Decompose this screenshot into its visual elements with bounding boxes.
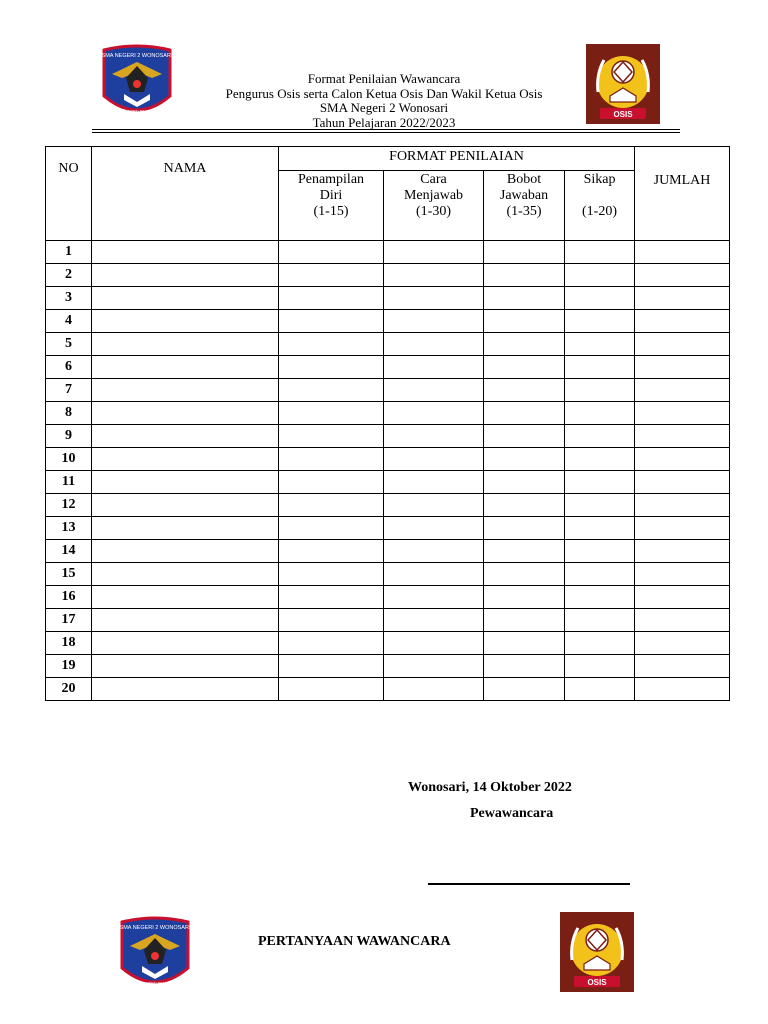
penampilan-cell [279,264,384,287]
criteria-label-line1: Sikap [583,172,616,187]
interviewer-role: Pewawancara [470,806,554,821]
criteria-label-line2: Menjawab [403,188,464,203]
penampilan-cell [279,609,384,632]
header-line-1: Format Penilaian Wawancara [307,71,461,86]
bobot-jawaban-cell [484,678,565,701]
nama-cell [92,563,279,586]
table-row [46,609,730,632]
cara-menjawab-cell [384,563,484,586]
header-line-3: SMA Negeri 2 Wonosari [319,100,449,115]
jumlah-cell [635,310,730,333]
penampilan-cell [279,586,384,609]
table-row [46,517,730,540]
row-number: 8 [46,402,92,425]
row-number: 2 [46,264,92,287]
sikap-cell [565,471,635,494]
osis-emblem-icon [560,912,634,992]
cara-menjawab-cell [384,609,484,632]
jumlah-cell [635,425,730,448]
criteria-label-line2: Jawaban [499,188,549,203]
jumlah-cell [635,241,730,264]
header-divider-line-2 [92,132,680,133]
row-number: 4 [46,310,92,333]
penampilan-cell [279,563,384,586]
table-row [46,264,730,287]
sikap-cell [565,402,635,425]
bobot-jawaban-cell [484,471,565,494]
penampilan-cell [279,379,384,402]
criteria-label-line2: Diri [319,188,343,203]
cara-menjawab-cell [384,655,484,678]
nama-cell [92,609,279,632]
nama-cell [92,517,279,540]
table-row [46,540,730,563]
row-number: 20 [46,678,92,701]
sikap-cell [565,494,635,517]
bobot-jawaban-cell [484,586,565,609]
row-number: 18 [46,632,92,655]
criteria-label-line1: Penampilan [297,172,365,187]
bobot-jawaban-cell [484,609,565,632]
school-emblem-icon [118,916,192,992]
penampilan-cell [279,287,384,310]
sikap-cell [565,609,635,632]
column-header-jumlah: JUMLAH [635,147,730,241]
criteria-range: (1-35) [506,204,542,219]
document-header [160,72,608,130]
row-number: 17 [46,609,92,632]
school-logo-bottom-text: KABUPATEN BUALEMO [130,981,180,986]
bobot-jawaban-cell [484,540,565,563]
sikap-cell [565,586,635,609]
jumlah-cell [635,448,730,471]
table-row [46,586,730,609]
osis-logo-bottom [560,912,634,997]
nama-cell [92,540,279,563]
sikap-cell [565,287,635,310]
nama-cell [92,241,279,264]
osis-logo-text: OSIS [613,110,633,119]
jumlah-cell [635,609,730,632]
penampilan-cell [279,678,384,701]
nama-cell [92,632,279,655]
table-row [46,379,730,402]
nama-cell [92,379,279,402]
nama-cell [92,264,279,287]
bobot-jawaban-cell [484,241,565,264]
row-number: 13 [46,517,92,540]
cara-menjawab-cell [384,494,484,517]
nama-cell [92,310,279,333]
row-number: 12 [46,494,92,517]
cara-menjawab-cell [384,448,484,471]
cara-menjawab-cell [384,264,484,287]
sikap-cell [565,448,635,471]
penampilan-cell [279,333,384,356]
cara-menjawab-cell [384,540,484,563]
table-row [46,563,730,586]
criteria-header-3 [484,171,565,241]
school-logo-top-text: SMA NEGERI 2 WONOSARI [119,925,191,931]
penampilan-cell [279,494,384,517]
table-row [46,356,730,379]
header-divider-line [92,129,680,130]
nama-cell [92,586,279,609]
table-row [46,655,730,678]
table-row [46,402,730,425]
table-row [46,471,730,494]
school-logo-bottom [118,916,192,997]
cara-menjawab-cell [384,310,484,333]
jumlah-cell [635,379,730,402]
penampilan-cell [279,632,384,655]
cara-menjawab-cell [384,333,484,356]
criteria-label-line2 [565,188,634,204]
penampilan-cell [279,655,384,678]
jumlah-cell [635,471,730,494]
nama-cell [92,356,279,379]
sikap-cell [565,517,635,540]
jumlah-cell [635,517,730,540]
criteria-header-1 [279,171,384,241]
sikap-cell [565,540,635,563]
bobot-jawaban-cell [484,287,565,310]
table-row [46,241,730,264]
penampilan-cell [279,448,384,471]
penampilan-cell [279,517,384,540]
nama-cell [92,448,279,471]
nama-cell [92,333,279,356]
criteria-header-2 [384,171,484,241]
nama-cell [92,655,279,678]
bobot-jawaban-cell [484,448,565,471]
cara-menjawab-cell [384,678,484,701]
column-header-nama: NAMA [92,147,279,241]
table-row [46,310,730,333]
penampilan-cell [279,471,384,494]
sikap-cell [565,379,635,402]
school-logo-top-text: SMA NEGERI 2 WONOSARI [101,53,173,59]
penampilan-cell [279,356,384,379]
row-number: 10 [46,448,92,471]
bobot-jawaban-cell [484,264,565,287]
table-row [46,678,730,701]
bobot-jawaban-cell [484,425,565,448]
bobot-jawaban-cell [484,517,565,540]
signature-line [428,883,630,885]
osis-logo-text: OSIS [587,978,607,987]
sikap-cell [565,310,635,333]
row-number: 19 [46,655,92,678]
bobot-jawaban-cell [484,333,565,356]
row-number: 1 [46,241,92,264]
penampilan-cell [279,241,384,264]
table-row [46,632,730,655]
sikap-cell [565,425,635,448]
jumlah-cell [635,494,730,517]
jumlah-cell [635,287,730,310]
sikap-cell [565,356,635,379]
table-row [46,448,730,471]
cara-menjawab-cell [384,402,484,425]
table-row [46,333,730,356]
jumlah-cell [635,632,730,655]
jumlah-cell [635,540,730,563]
row-number: 11 [46,471,92,494]
school-logo-bottom-text: KABUPATEN BUALEMO [112,109,162,114]
cara-menjawab-cell [384,471,484,494]
nama-cell [92,471,279,494]
sikap-cell [565,264,635,287]
nama-cell [92,494,279,517]
cara-menjawab-cell [384,632,484,655]
table-row [46,494,730,517]
cara-menjawab-cell [384,379,484,402]
cara-menjawab-cell [384,287,484,310]
jumlah-cell [635,356,730,379]
penampilan-cell [279,310,384,333]
nama-cell [92,425,279,448]
row-number: 15 [46,563,92,586]
penampilan-cell [279,402,384,425]
criteria-label-line1: Bobot [506,172,542,187]
criteria-header-4 [565,171,635,241]
row-number: 14 [46,540,92,563]
row-number: 16 [46,586,92,609]
nama-cell [92,402,279,425]
row-number: 3 [46,287,92,310]
sikap-cell [565,333,635,356]
cara-menjawab-cell [384,241,484,264]
sikap-cell [565,241,635,264]
criteria-range: (1-15) [313,204,349,219]
jumlah-cell [635,402,730,425]
assessment-table [45,146,730,701]
jumlah-cell [635,655,730,678]
row-number: 9 [46,425,92,448]
column-header-no: NO [46,147,92,241]
bobot-jawaban-cell [484,494,565,517]
bobot-jawaban-cell [484,356,565,379]
column-header-format-penilaian: FORMAT PENILAIAN [279,147,635,171]
header-line-2: Pengurus Osis serta Calon Ketua Osis Dan Wakil Ketua Osis [225,85,543,101]
jumlah-cell [635,678,730,701]
sikap-cell [565,563,635,586]
table-row [46,425,730,448]
nama-cell [92,287,279,310]
cara-menjawab-cell [384,425,484,448]
cara-menjawab-cell [384,517,484,540]
cara-menjawab-cell [384,586,484,609]
row-number: 6 [46,356,92,379]
place-date: Wonosari, 14 Oktober 2022 [408,780,572,795]
jumlah-cell [635,333,730,356]
criteria-label-line1: Cara [420,172,447,187]
jumlah-cell [635,264,730,287]
table-row [46,287,730,310]
criteria-range: (1-20) [582,204,617,219]
bobot-jawaban-cell [484,310,565,333]
jumlah-cell [635,586,730,609]
sikap-cell [565,632,635,655]
sikap-cell [565,678,635,701]
penampilan-cell [279,540,384,563]
bobot-jawaban-cell [484,632,565,655]
bobot-jawaban-cell [484,379,565,402]
question-title: PERTANYAAN WAWANCARA [258,934,451,949]
nama-cell [92,678,279,701]
header-line-4: Tahun Pelajaran 2022/2023 [312,114,456,130]
jumlah-cell [635,563,730,586]
criteria-range: (1-30) [416,204,451,219]
bobot-jawaban-cell [484,402,565,425]
sikap-cell [565,655,635,678]
row-number: 7 [46,379,92,402]
bobot-jawaban-cell [484,655,565,678]
cara-menjawab-cell [384,356,484,379]
penampilan-cell [279,425,384,448]
row-number: 5 [46,333,92,356]
bobot-jawaban-cell [484,563,565,586]
